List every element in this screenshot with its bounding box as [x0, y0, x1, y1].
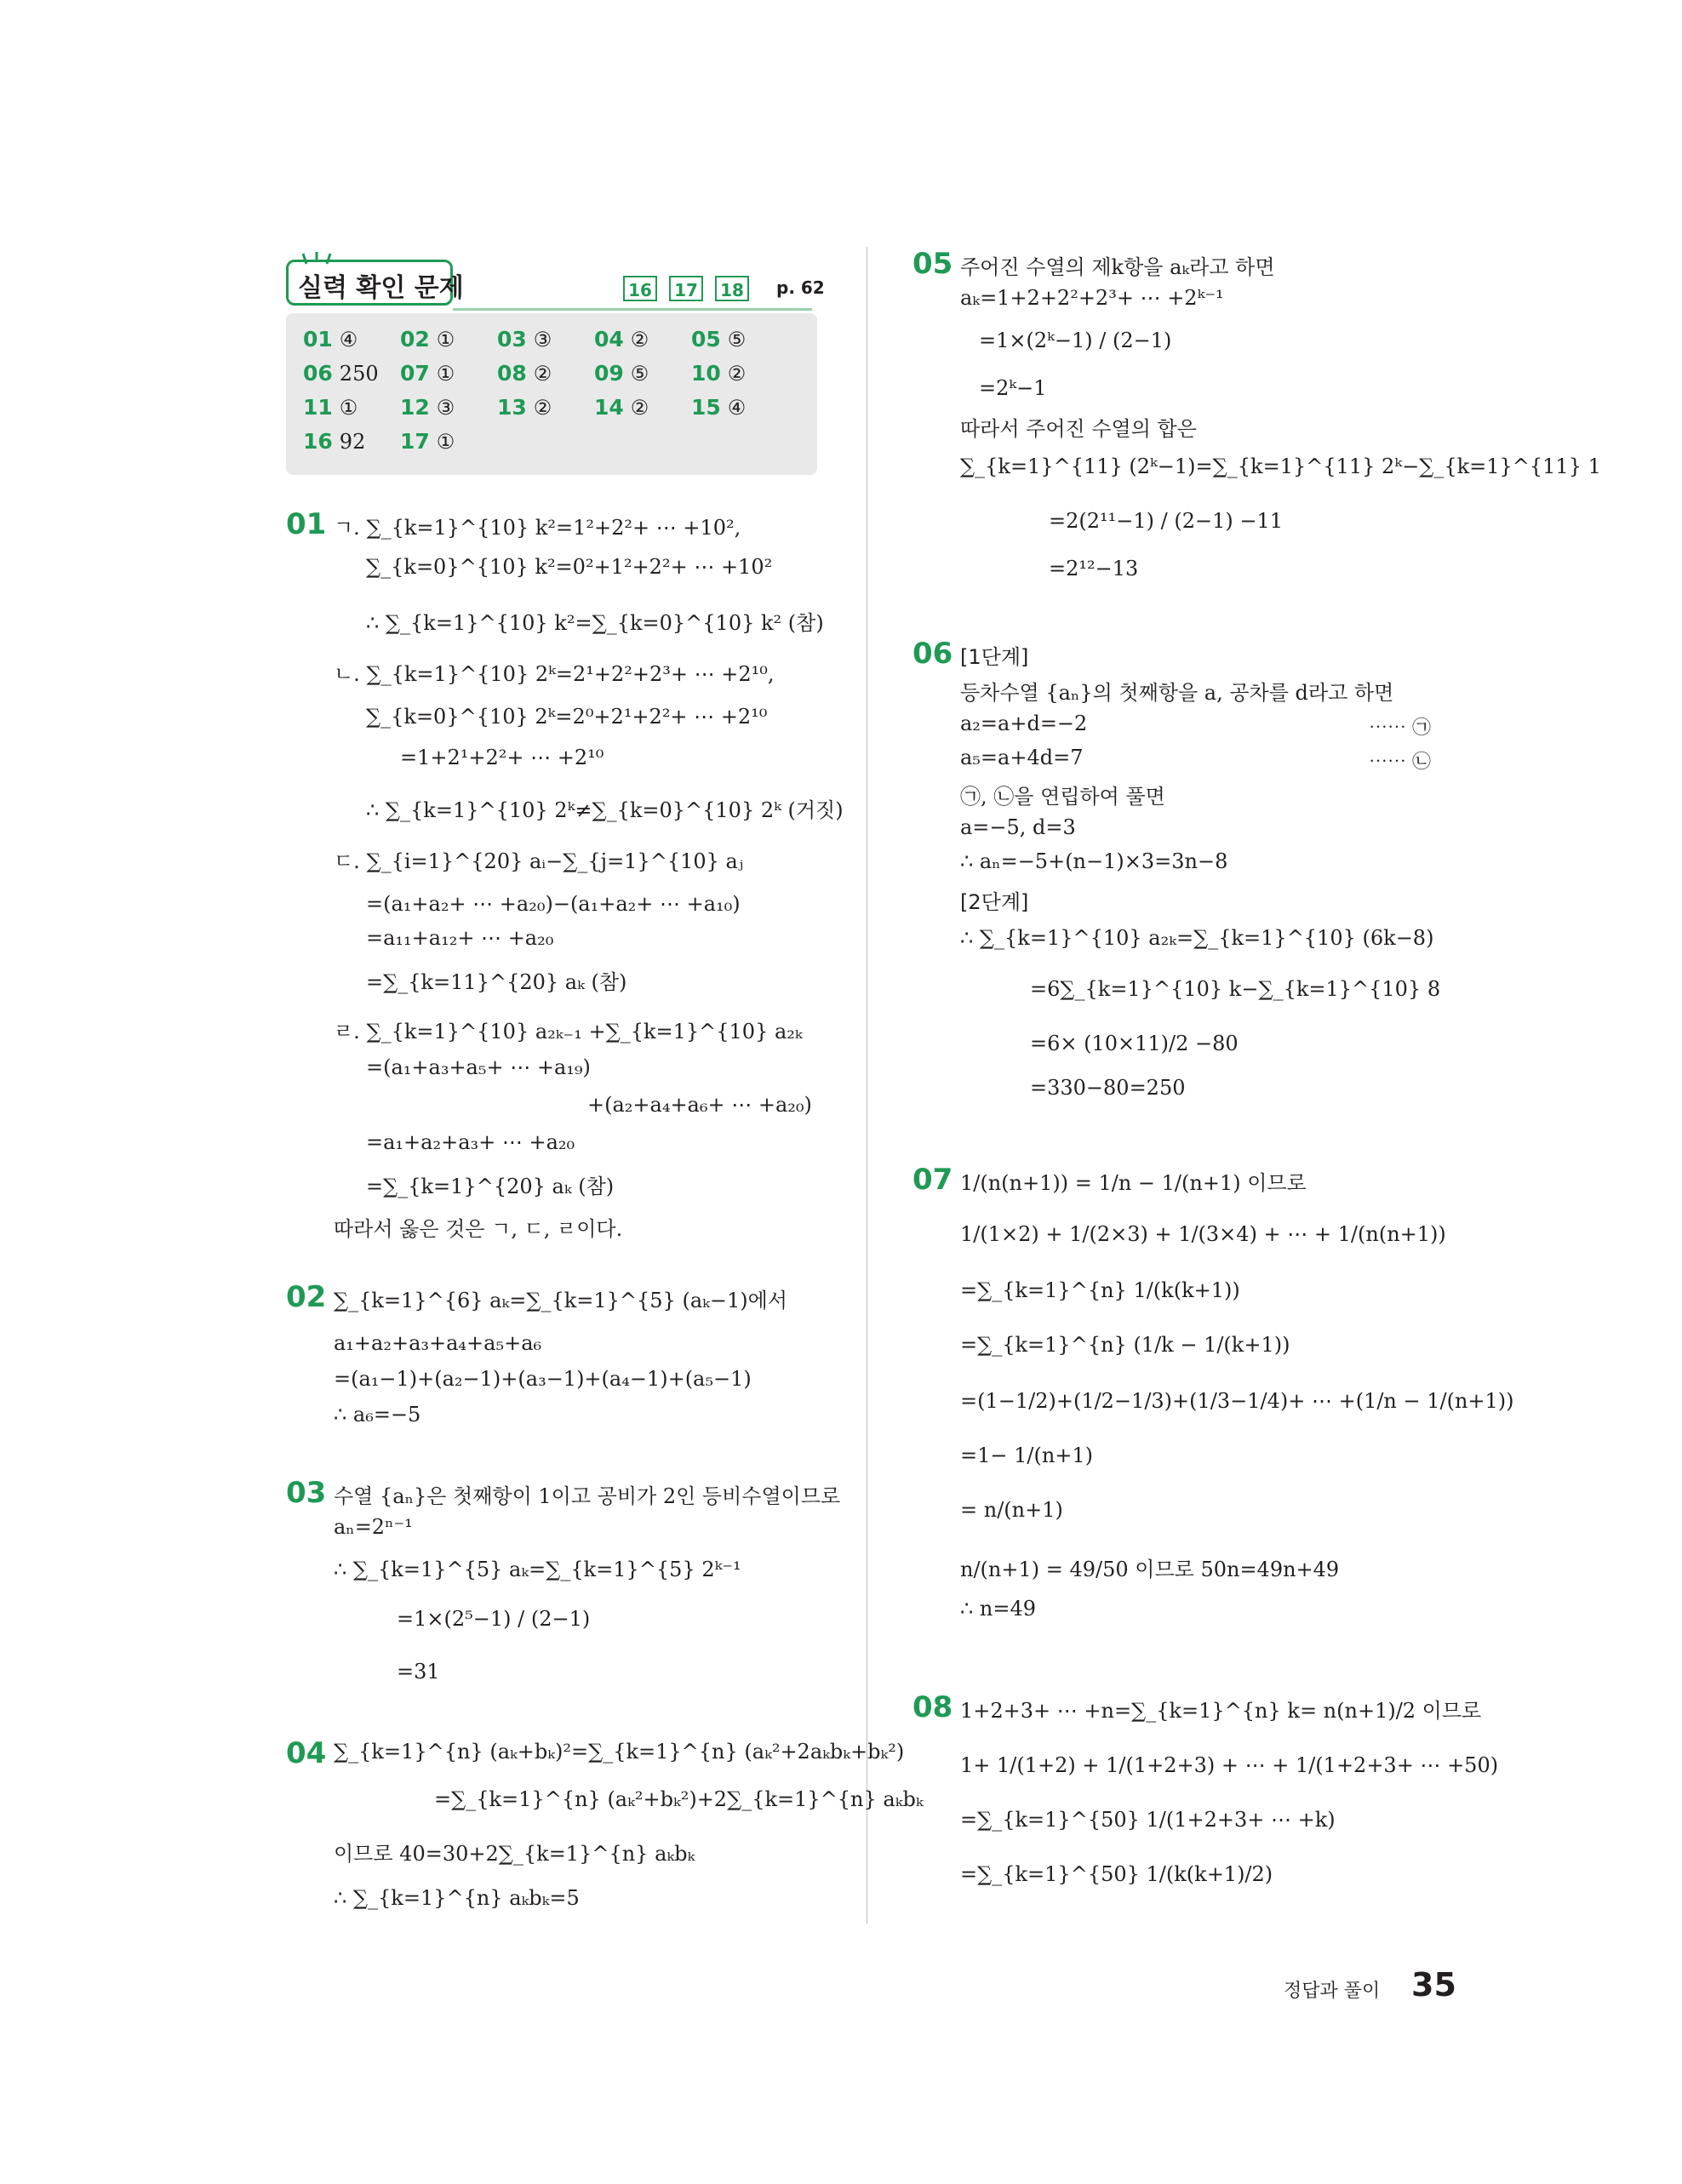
solution-line: =1×(2⁵−1) / (2−1): [397, 1607, 591, 1631]
solution-line: =31: [397, 1660, 440, 1684]
solution-line: =1×(2ᵏ−1) / (2−1): [979, 329, 1172, 352]
equation-marker: ⋯⋯ ㉡: [1369, 752, 1431, 773]
solution-line: a₅=a+4d=7: [960, 746, 1084, 769]
solution-line: a=−5, d=3: [960, 815, 1076, 839]
solution-line: 주어진 수열의 제k항을 aₖ라고 하면: [960, 255, 1275, 279]
solution-line: 등차수열 {aₙ}의 첫째항을 a, 공차를 d라고 하면: [960, 681, 1394, 705]
solution-line: ㄱ. ∑_{k=1}^{10} k²=1²+2²+ ⋯ +10²,: [334, 516, 741, 540]
answer-item: 02 ①: [400, 327, 455, 352]
solution-line: =(1−1/2)+(1/2−1/3)+(1/3−1/4)+ ⋯ +(1/n − 1/(n+1)): [960, 1389, 1514, 1413]
solution-line: ∴ ∑_{k=1}^{n} aₖbₖ=5: [334, 1886, 580, 1910]
solution-line: 따라서 옳은 것은 ㄱ, ㄷ, ㄹ이다.: [334, 1217, 623, 1241]
footer-label: 정답과 풀이: [1284, 1981, 1381, 2002]
problem-number: 08: [913, 1690, 953, 1724]
solution-line: =6× (10×11)/2 −80: [1030, 1032, 1239, 1055]
solution-line: ㄷ. ∑_{i=1}^{20} aᵢ−∑_{j=1}^{10} aⱼ: [334, 849, 744, 873]
solution-line: ∴ a₆=−5: [334, 1403, 421, 1426]
tag-18: 18: [715, 276, 749, 301]
tag-17: 17: [669, 276, 703, 301]
solution-line: 이므로 40=30+2∑_{k=1}^{n} aₖbₖ: [334, 1842, 695, 1866]
answer-item: 11 ①: [303, 395, 358, 420]
solution-line: =a₁₁+a₁₂+ ⋯ +a₂₀: [366, 926, 554, 950]
solution-line: ∴ n=49: [960, 1597, 1037, 1621]
answer-item: 15 ④: [691, 395, 747, 420]
solution-line: aₙ=2ⁿ⁻¹: [334, 1515, 413, 1539]
solution-line: ㄴ. ∑_{k=1}^{10} 2ᵏ=2¹+2²+2³+ ⋯ +2¹⁰,: [334, 662, 775, 686]
answer-item: 01 ④: [303, 327, 358, 352]
solution-line: 수열 {aₙ}은 첫째항이 1이고 공비가 2인 등비수열이므로: [334, 1484, 841, 1508]
solution-line: 따라서 주어진 수열의 합은: [960, 417, 1197, 441]
solution-line: = n/(n+1): [960, 1498, 1063, 1522]
problem-number: 04: [286, 1736, 327, 1770]
answer-item: 04 ②: [594, 327, 649, 352]
step-label: [2단계]: [960, 890, 1029, 914]
solution-line: ㄹ. ∑_{k=1}^{10} a₂ₖ₋₁ +∑_{k=1}^{10} a₂ₖ: [334, 1020, 803, 1043]
solution-line: a₁+a₂+a₃+a₄+a₅+a₆: [334, 1331, 542, 1355]
solution-line: =(a₁+a₂+ ⋯ +a₂₀)−(a₁+a₂+ ⋯ +a₁₀): [366, 892, 741, 916]
solution-line: +(a₂+a₄+a₆+ ⋯ +a₂₀): [587, 1093, 812, 1117]
solution-line: ∑_{k=0}^{10} 2ᵏ=2⁰+2¹+2²+ ⋯ +2¹⁰: [366, 705, 768, 729]
solution-line: =∑_{k=11}^{20} aₖ (참): [366, 970, 627, 994]
solution-line: n/(n+1) = 49/50 이므로 50n=49n+49: [960, 1558, 1340, 1581]
answer-item: 07 ①: [400, 361, 455, 386]
solution-line: ∴ ∑_{k=1}^{5} aₖ=∑_{k=1}^{5} 2ᵏ⁻¹: [334, 1558, 741, 1581]
answer-item: 16 92: [303, 429, 366, 454]
solution-line: =1− 1/(n+1): [960, 1444, 1094, 1467]
step-label: [1단계]: [960, 645, 1029, 669]
solution-line: =2¹²−13: [1049, 557, 1139, 580]
solution-line: =6∑_{k=1}^{10} k−∑_{k=1}^{10} 8: [1030, 977, 1441, 1001]
solution-line: ∑_{k=0}^{10} k²=0²+1²+2²+ ⋯ +10²: [366, 555, 773, 579]
answer-item: 12 ③: [400, 395, 455, 420]
header-rule: [453, 308, 812, 311]
problem-number: 02: [286, 1280, 327, 1314]
page-reference: p. 62: [776, 277, 825, 298]
solution-line: ∑_{k=1}^{n} (aₖ+bₖ)²=∑_{k=1}^{n} (aₖ²+2aₖbₖ+bₖ²): [334, 1740, 905, 1764]
sparkle-icon: [298, 252, 335, 267]
solution-line: 1/(1×2) + 1/(2×3) + 1/(3×4) + ⋯ + 1/(n(n+1)): [960, 1222, 1446, 1246]
answer-item: 06 250: [303, 361, 379, 386]
answer-item: 05 ⑤: [691, 327, 747, 352]
solution-line: 1/(n(n+1)) = 1/n − 1/(n+1) 이므로: [960, 1171, 1307, 1195]
problem-number: 03: [286, 1476, 327, 1510]
solution-line: =2ᵏ−1: [979, 376, 1047, 400]
solution-line: aₖ=1+2+2²+2³+ ⋯ +2ᵏ⁻¹: [960, 286, 1224, 310]
solution-line: ∴ aₙ=−5+(n−1)×3=3n−8: [960, 849, 1228, 873]
solution-line: ∴ ∑_{k=1}^{10} 2ᵏ≠∑_{k=0}^{10} 2ᵏ (거짓): [366, 798, 844, 822]
answer-item: 14 ②: [594, 395, 649, 420]
solution-line: =(a₁+a₃+a₅+ ⋯ +a₁₉): [366, 1055, 591, 1079]
problem-number: 01: [286, 507, 327, 541]
equation-marker: ⋯⋯ ㉠: [1369, 718, 1431, 739]
solution-line: ∑_{k=1}^{11} (2ᵏ−1)=∑_{k=1}^{11} 2ᵏ−∑_{k=1}^{11} 1: [960, 455, 1601, 478]
answer-item: 09 ⑤: [594, 361, 649, 386]
solution-line: =∑_{k=1}^{n} (1/k − 1/(k+1)): [960, 1333, 1290, 1357]
solution-line: =(a₁−1)+(a₂−1)+(a₃−1)+(a₄−1)+(a₅−1): [334, 1367, 752, 1391]
solution-line: =∑_{k=1}^{50} 1/(1+2+3+ ⋯ +k): [960, 1808, 1336, 1832]
solution-line: ∴ ∑_{k=1}^{10} a₂ₖ=∑_{k=1}^{10} (6k−8): [960, 926, 1434, 950]
solution-line: ∑_{k=1}^{6} aₖ=∑_{k=1}^{5} (aₖ−1)에서: [334, 1289, 787, 1312]
answer-item: 08 ②: [497, 361, 552, 386]
answer-item: 10 ②: [691, 361, 747, 386]
problem-number: 07: [913, 1163, 953, 1197]
answer-item: 13 ②: [497, 395, 552, 420]
answer-item: 17 ①: [400, 429, 455, 454]
solution-line: ㉠, ㉡을 연립하여 풀면: [960, 785, 1165, 809]
solution-line: =∑_{k=1}^{n} (aₖ²+bₖ²)+2∑_{k=1}^{n} aₖbₖ: [434, 1787, 924, 1811]
solution-line: =1+2¹+2²+ ⋯ +2¹⁰: [400, 746, 604, 769]
page-number: 35: [1411, 1966, 1456, 2004]
tag-16: 16: [623, 276, 657, 301]
answer-item: 03 ③: [497, 327, 552, 352]
solution-line: ∴ ∑_{k=1}^{10} k²=∑_{k=0}^{10} k² (참): [366, 611, 824, 635]
section-title: 실력 확인 문제: [298, 273, 464, 303]
solution-line: =a₁+a₂+a₃+ ⋯ +a₂₀: [366, 1130, 575, 1154]
solution-line: a₂=a+d=−2: [960, 712, 1088, 735]
solution-line: 1+2+3+ ⋯ +n=∑_{k=1}^{n} k= n(n+1)/2 이므로: [960, 1699, 1482, 1723]
solution-line: =∑_{k=1}^{n} 1/(k(k+1)): [960, 1278, 1240, 1302]
solution-line: =330−80=250: [1030, 1076, 1186, 1100]
solution-line: 1+ 1/(1+2) + 1/(1+2+3) + ⋯ + 1/(1+2+3+ ⋯ +50): [960, 1753, 1499, 1777]
problem-number: 06: [913, 637, 953, 671]
solution-line: =∑_{k=1}^{50} 1/(k(k+1)/2): [960, 1862, 1273, 1886]
solution-line: =2(2¹¹−1) / (2−1) −11: [1049, 509, 1283, 533]
problem-number: 05: [913, 247, 953, 281]
solution-line: =∑_{k=1}^{20} aₖ (참): [366, 1175, 615, 1198]
